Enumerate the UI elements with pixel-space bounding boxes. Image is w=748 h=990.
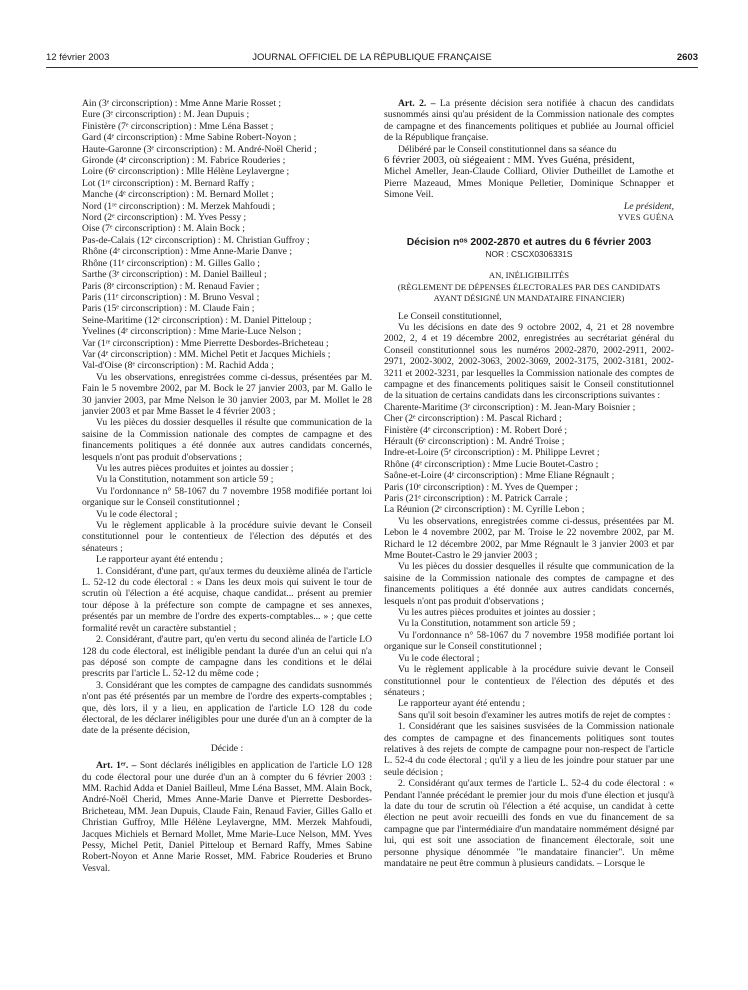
decision-nor: NOR : CSCX0306331S (485, 248, 573, 259)
constituency-entry: Finistère (7ᵉ circonscription) : Mme Léna Basset ; (82, 120, 274, 132)
constituency-entry: Paris (21ᵉ circonscription) : M. Patrick Carrale ; (384, 493, 568, 504)
subject-heading: AN, INÉLIGIBILITÉS (488, 270, 570, 281)
constituency-entry: Ain (3ᵉ circonscription) : Mme Anne Marie Rosset ; (82, 98, 282, 109)
left-code-electoral: Vu le code électoral ; (96, 508, 178, 520)
constituency-entry: Cher (2ᵉ circonscription) : M. Pascal Richard ; (384, 413, 562, 425)
constituency-entry: Charente-Maritime (3ᵉ circonscription) : M. Jean-Mary Boisnier ; (384, 401, 636, 413)
constituency-entry: Yvelines (4ᵉ circonscription) : Mme Marie-Luce Nelson ; (82, 326, 302, 338)
left-constitution: Vu la Constitution, notamment son article 59 ; (96, 474, 274, 486)
constituency-entry: Pas-de-Calais (12ᵉ circonscription) : M. Christian Guffroy ; (82, 234, 310, 246)
left-autres-pieces: Vu les autres pièces produites et jointes au dossier ; (96, 463, 294, 474)
right-constitution: Vu la Constitution, notamment son article 59 ; (398, 618, 576, 630)
right-article-2 (384, 98, 674, 144)
left-constituency-list (82, 98, 372, 372)
header-journal-title: JOURNAL OFFICIEL DE LA RÉPUBLIQUE FRANÇAISE (252, 52, 492, 63)
deliberation-members: Michel Ameller, Jean-Claude Colliard, Olivier Dutheillet de Lamothe et Pierre Mazeaud, Mmes Monique Pelletier, Dominique Schnapper et Simone Veil. (384, 166, 674, 201)
deliberation-line-2: 6 février 2003, où siégeaient : MM. Yves Guéna, président, (384, 155, 635, 167)
right-rapporteur: Le rapporteur ayant été entendu ; (398, 698, 526, 710)
header-page-number: 2603 (676, 52, 698, 63)
constituency-entry: Saône-et-Loire (4ᵉ circonscription) : Mme Eliane Régnault ; (384, 470, 615, 482)
signature-name: YVES GUÉNA (617, 213, 674, 223)
constituency-entry: Paris (11ᵉ circonscription) : M. Bruno Vesval ; (82, 291, 260, 303)
article-2-label: Art. 2. – (398, 98, 436, 109)
constituency-entry: Lot (1ʳᵉ circonscription) : M. Bernard Raffy ; (82, 177, 255, 189)
signature-role: Le président, (623, 200, 674, 212)
left-rapporteur: Le rapporteur ayant été entendu ; (96, 554, 224, 566)
left-considerant-1: 1. Considérant, d'une part, qu'aux termes du deuxième alinéa de l'article L. 52-12 du code électoral : « Dans les deux mois qui suivent le tour de scrutin où l'élection a été acquise, chaque candidat... présent au premier tour dépose à la préfecture son compte de campagne et ses annexes, présentés par un membre de l'ordre des experts-comptables... » ; que cette formalité revêt un caractère substantiel ; (82, 565, 372, 634)
left-pieces: Vu les pièces du dossier desquelles il résulte que communication de la saisine de la Commission nationale des comptes de campagne et des financements politiques a été donnée aux autres candidats concernés, lesquels n'ont pas produit d'observations ; (82, 417, 372, 463)
constituency-entry: Var (4ᵉ circonscription) : MM. Michel Petit et Jacques Michiels ; (82, 348, 331, 360)
right-ordonnance: Vu l'ordonnance n° 58-1067 du 7 novembre 1958 modifiée portant loi organique sur le Conseil constitutionnel ; (384, 629, 674, 653)
constituency-entry: Paris (10ᵉ circonscription) : M. Yves de Quemper ; (384, 481, 578, 493)
constituency-entry: Sarthe (3ᵉ circonscription) : M. Daniel Bailleul ; (82, 269, 267, 281)
left-article-1 (82, 760, 372, 874)
constituency-entry: Haute-Garonne (3ᵉ circonscription) : M. André-Noël Cherid ; (82, 143, 317, 155)
article-1-label: Art. 1ᵉʳ. – (96, 760, 137, 772)
right-observations: Vu les observations, enregistrées comme ci-dessus, présentées par M. Lebon le 4 novembre 2002, par M. Troise le 22 novembre 2002, par M. Richard le 12 décembre 2002, par Mme Régnault le 3 janvier 2003 et par Mme Boutet-Castro le 29 janvier 2003 ; (384, 515, 674, 562)
header-rule (46, 67, 698, 68)
constituency-entry: Rhône (4ᵉ circonscription) : Mme Lucie Boutet-Castro ; (384, 458, 599, 470)
left-considerant-3: 3. Considérant que les comptes de campagne des candidats susnommés n'ont pas été présentés par un membre de l'ordre des experts-comptables ; que, dès lors, il y a lieu, en application de l'article LO 128 du code électoral, de les déclarer inéligibles pour une durée d'un an à compter de la date de la présente décision, (82, 679, 372, 737)
left-reglement: Vu le règlement applicable à la procédure suivie devant le Conseil constitutionnel pour le contentieux de l'élection des députés et des sénateurs ; (82, 520, 372, 554)
constituency-entry: Rhône (4ᵉ circonscription) : Mme Anne-Marie Danve ; (82, 246, 292, 258)
constituency-entry: Var (1ʳᵉ circonscription) : Mme Pierrette Desbordes-Bricheteau ; (82, 337, 329, 349)
constituency-entry: Val-d'Oise (8ᵉ circonscription) : M. Rachid Adda ; (82, 360, 274, 372)
right-constituency-list (384, 402, 674, 516)
deliberation-line-1: Délibéré par le Conseil constitutionnel dans sa séance du (398, 143, 617, 155)
constituency-entry: Gard (4ᵉ circonscription) : Mme Sabine Robert-Noyon ; (82, 132, 297, 144)
right-vu-decisions: Vu les décisions en date des 9 octobre 2002, 4, 21 et 28 novembre 2002, 2, 4 et 19 décembre 2002, enregistrées au secrétariat général du Conseil constitutionnel sous les numéros 2002-2870, 2002-2911, 2002-2971, 2002-3002, 2002-3063, 2002-3069, 2002-3175, 2002-3181, 2002-3211 et 2002-3231, par lesquelles la Commission nationale des comptes de campagne et des financements politiques saisit le Conseil constitutionnel de la situation de certains candidats dans les circonscriptions suivantes : (384, 321, 674, 402)
right-column (384, 98, 674, 869)
constituency-entry: Hérault (6ᵉ circonscription) : M. André Troise ; (384, 435, 565, 447)
right-autres-pieces: Vu les autres pièces produites et jointes au dossier ; (398, 607, 596, 619)
constituency-entry: Eure (3ᵉ circonscription) : M. Jean Dupuis ; (82, 109, 250, 121)
constituency-entry: Paris (15ᵉ circonscription) : M. Claude Fain ; (82, 303, 255, 315)
left-ordonnance: Vu l'ordonnance n° 58-1067 du 7 novembre 1958 modifiée portant loi organique sur le Conseil constitutionnel ; (82, 485, 372, 509)
right-sans-besoin: Sans qu'il soit besoin d'examiner les autres motifs de rejet de comptes : (398, 709, 671, 721)
constituency-entry: Paris (8ᵉ circonscription) : M. Renaud Favier ; (82, 280, 260, 292)
constituency-entry: La Réunion (2ᵉ circonscription) : M. Cyrille Lebon ; (384, 504, 585, 516)
article-2-text: La présente décision sera notifiée à chacun des candidats susnommés ainsi qu'au président de la Commission nationale des comptes de campagne et des financements politiques et publiée au Journal officiel de la République française. (384, 98, 674, 144)
constituency-entry: Nord (1ʳᵉ circonscription) : M. Merzek Mahfoudi ; (82, 200, 276, 212)
right-considerant-1: 1. Considérant que les saisines susvisées de la Commission nationale des comptes de campagne et des financements politiques sont toutes relatives à des rejets de compte de campagne pour non-respect de l'article L. 52-4 du code électoral ; qu'il y a lieu de les joindre pour statuer par une seule décision ; (384, 721, 674, 778)
article-1-text: Sont déclarés inéligibles en application de l'article LO 128 du code électoral pour une durée d'un an à compter du 6 février 2003 : MM. Rachid Adda et Daniel Bailleul, Mme Léna Basset, MM. Alain Bock, André-Noël Cherid, Mmes Anne-Marie Danve et Pierrette Desbordes-Bricheteau, MM. Jean Dupuis, Claude Fain, Renaud Favier, Gilles Gallo et Christian Guffroy, Mlle Hélène Leylavergne, MM. Merzek Mahfoudi, Jacques Michiels et Bernard Mollet, Mme Marie-Luce Nelson, MM. Yves Pessy, Michel Petit, Daniel Pitteloup et Bernard Raffy, Mmes Sabine Robert-Noyon et Anne Marie Rosset, MM. Fabrice Rouderies et Bruno Vesval. (82, 760, 372, 874)
page-header (46, 52, 698, 66)
left-considerant-2: 2. Considérant, d'autre part, qu'en vertu du second alinéa de l'article LO 128 du code électoral, est inéligible pendant la durée d'un an celui qui n'a pas déposé son compte de campagne dans les conditions et le délai prescrits par l'article L. 52-12 du même code ; (82, 634, 372, 680)
right-pieces: Vu les pièces du dossier desquelles il résulte que communication de la saisine de la Commission nationale des comptes de campagne et des financements politiques a été donnée aux autres candidats concernés, lesquels n'ont pas produit d'observations ; (384, 561, 674, 607)
constituency-entry: Loire (6ᵉ circonscription) : Mlle Hélène Leylavergne ; (82, 166, 290, 178)
right-considerant-2: 2. Considérant qu'aux termes de l'article L. 52-4 du code électoral : « Pendant l'année précédant le premier jour du mois d'une élection et jusqu'à la date du tour de scrutin où l'élection a été acquise, un candidat à cette élection ne peut avoir recueilli des fonds en vue du financement de sa campagne que par l'intermédiaire d'un mandataire nommément désigné par lui, qui est soit une association de financement électorale, soit une personne physique dénommée "le mandataire financier". Un même mandataire ne peut être commun à plusieurs candidats. – Lorsque le (384, 778, 674, 869)
constituency-entry: Nord (2ᵉ circonscription) : M. Yves Pessy ; (82, 212, 247, 224)
left-decide: Décide : (210, 742, 244, 754)
decision-title: Décision nᵒˢ 2002-2870 et autres du 6 février 2003 (406, 237, 652, 249)
constituency-entry: Oise (7ᵉ circonscription) : M. Alain Bock ; (82, 223, 245, 235)
header-date: 12 février 2003 (46, 52, 110, 63)
conseil-heading: Le Conseil constitutionnel, (398, 310, 502, 322)
constituency-entry: Manche (4ᵉ circonscription) : M. Bernard Mollet ; (82, 189, 274, 201)
constituency-entry: Indre-et-Loire (5ᵉ circonscription) : M. Philippe Levret ; (384, 447, 600, 459)
constituency-entry: Finistère (4ᵉ circonscription) : M. Robert Doré ; (384, 424, 568, 436)
right-code-electoral: Vu le code électoral ; (398, 652, 480, 664)
subject-subheading: (RÈGLEMENT DE DÉPENSES ÉLECTORALES PAR DES CANDIDATS AYANT DÉSIGNÉ UN MANDATAIRE FINANCIER) (397, 281, 661, 304)
right-reglement: Vu le règlement applicable à la procédure suivie devant le Conseil constitutionnel pour le contentieux de l'élection des députés et des sénateurs ; (384, 664, 674, 698)
constituency-entry: Seine-Maritime (12ᵉ circonscription) : M. Daniel Pitteloup ; (82, 314, 312, 326)
left-column (82, 98, 372, 874)
left-observations: Vu les observations, enregistrées comme ci-dessus, présentées par M. Fain le 5 novembre 2002, par M. Bock le 27 janvier 2003, par M. Gallo le 30 janvier 2003, par Mme Nelson le 30 janvier 2003, par M. Mollet le 28 janvier 2003 et par Mme Basset le 4 février 2003 ; (82, 371, 372, 417)
constituency-entry: Gironde (4ᵉ circonscription) : M. Fabrice Rouderies ; (82, 155, 286, 167)
constituency-entry: Rhône (11ᵉ circonscription) : M. Gilles Gallo ; (82, 257, 260, 269)
